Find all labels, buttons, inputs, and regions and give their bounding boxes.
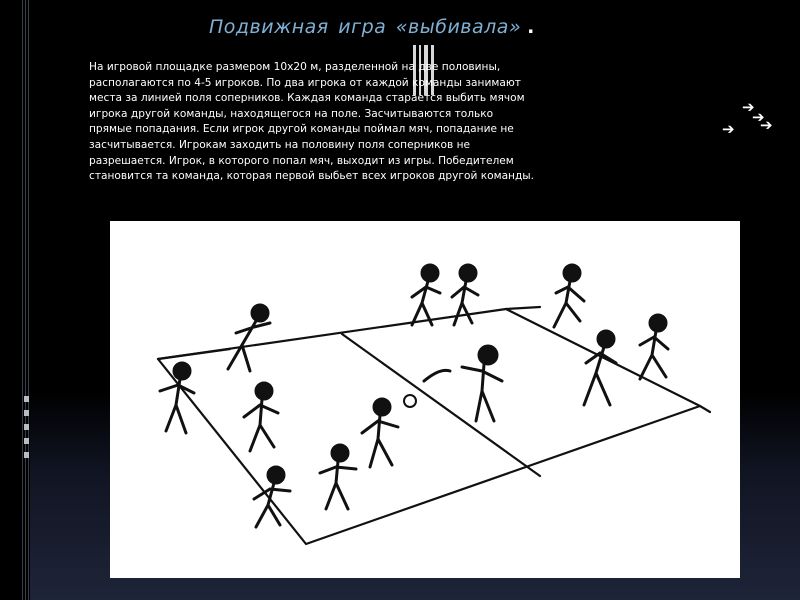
player-figure (462, 346, 502, 421)
nav-arrows (722, 100, 782, 145)
player-figure (320, 445, 356, 509)
player-figure (228, 305, 270, 371)
player-figure (412, 265, 440, 325)
body-line: места за линией поля соперников. Каждая команда старается выбить мячом (89, 92, 525, 105)
body-line: становится та команда, которая первой выбьет всех игроков другой команды. (89, 170, 535, 183)
body-line: располагаются по 4-5 игроков. По два игрока от каждой команды занимают (89, 76, 521, 89)
body-line: На игровой площадке размером 10х20 м, разделенной на две половины, (89, 61, 501, 73)
body-text (89, 60, 624, 185)
arrow-right-icon[interactable]: ➔ (752, 108, 765, 126)
ball (404, 395, 416, 407)
slide-title (209, 16, 535, 38)
slide-title-text: Подвижная игра «выбивала» (209, 16, 522, 38)
player-figure (554, 265, 584, 327)
court-boundary (158, 309, 700, 544)
player-figure (244, 383, 278, 451)
dodgeball-court-illustration (110, 221, 740, 578)
body-line: игрока другой команды, находящегося на поле. Засчитываются только (89, 107, 494, 120)
court-center-line (342, 334, 540, 476)
left-decorative-strip (0, 0, 30, 600)
player-figure (362, 399, 398, 467)
body-line: прямые попадания. Если игрок другой команды поймал мяч, попадание не (89, 123, 514, 136)
player-figure (584, 331, 616, 405)
slide-title-period: . (527, 16, 535, 38)
arrow-right-icon[interactable]: ➔ (760, 116, 773, 134)
body-line: разрешается. Игрок, в которого попал мяч, выходит из игры. Победителем (89, 154, 514, 167)
arrow-right-icon[interactable]: ➔ (742, 98, 755, 116)
player-figure (640, 315, 668, 379)
arrow-right-icon[interactable]: ➔ (722, 120, 735, 138)
left-strip-marks (24, 396, 29, 596)
body-line: засчитывается. Игрокам заходить на половину поля соперников не (89, 138, 471, 151)
